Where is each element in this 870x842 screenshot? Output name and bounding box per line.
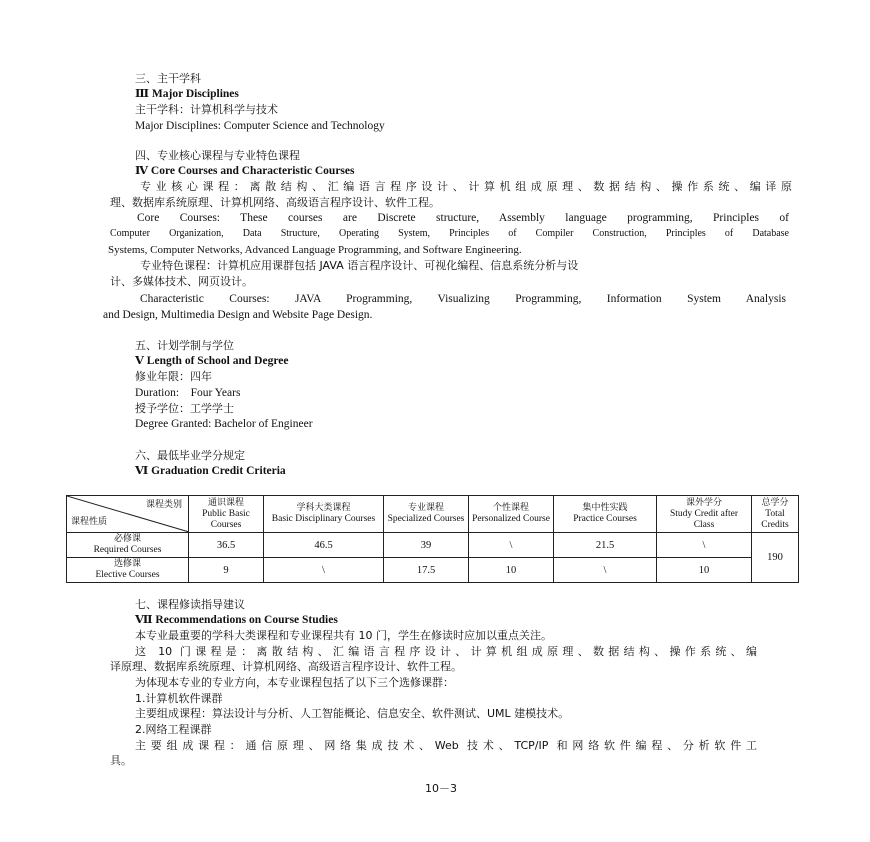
major-disciplines-zh: 主干学科：计算机科学与技术 xyxy=(135,103,278,116)
col-header-total: 总学分 Total Credits xyxy=(752,496,799,533)
course-group-2-body-line-2: 具。 xyxy=(110,754,132,767)
table-cell: 9 xyxy=(189,558,264,583)
table-row-elective xyxy=(67,558,799,583)
col-header-basic-disciplinary: 学科大类课程 Basic Disciplinary Courses xyxy=(264,496,384,533)
core-courses-en-line-1: Core Courses: These courses are Discrete structure, Assembly language programming, Principles of xyxy=(137,212,789,224)
core-courses-en-line-3: Systems, Computer Networks, Advanced Language Programming, and Software Engineering. xyxy=(108,244,522,256)
course-group-1-title: 1.计算机软件课群 xyxy=(135,692,223,705)
section-7-heading-en: Ⅶ Recommendations on Course Studies xyxy=(135,614,338,626)
recommendation-paragraph-1: 本专业最重要的学科大类课程和专业课程共有 10 门，学生在修读时应加以重点关注。 xyxy=(135,629,552,642)
course-group-1-body: 主要组成课程：算法设计与分析、人工智能概论、信息安全、软件测试、UML 建模技术。 xyxy=(135,707,570,720)
section-4-heading-zh: 四、专业核心课程与专业特色课程 xyxy=(135,149,300,162)
table-cell: \ xyxy=(657,533,752,558)
recommendation-paragraph-2-line-1: 这 10 门课程是：离散结构、汇编语言程序设计、计算机组成原理、数据结构、操作系统、编 xyxy=(135,645,757,658)
core-courses-en-line-2: Computer Organization, Data Structure, Operating System, Principles of Compiler Construction, Principles of Database xyxy=(110,228,789,239)
recommendation-paragraph-2-line-2: 译原理、数据库系统原理、计算机网络、高级语言程序设计、软件工程。 xyxy=(110,660,462,673)
table-cell: \ xyxy=(264,558,384,583)
total-credits-cell: 190 xyxy=(752,533,799,583)
col-header-study-credit: 课外学分 Study Credit after Class xyxy=(657,496,752,533)
section-6-heading-en: Ⅵ Graduation Credit Criteria xyxy=(135,465,286,477)
characteristic-courses-zh-line-1: 专业特色课程：计算机应用课群包括 JAVA 语言程序设计、可视化编程、信息系统分析与设 xyxy=(140,259,579,272)
corner-nature-label: 课程性质 xyxy=(71,517,108,527)
table-corner-cell xyxy=(67,496,189,533)
col-header-personalized: 个性课程 Personalized Course xyxy=(469,496,554,533)
section-6-heading-zh: 六、最低毕业学分规定 xyxy=(135,449,245,462)
characteristic-courses-en-line-1: Characteristic Courses: JAVA Programming, Visualizing Programming, Information System Analysis xyxy=(140,293,786,305)
core-courses-zh-line-2: 理、数据库系统原理、计算机网络、高级语言程序设计、软件工程。 xyxy=(110,196,440,209)
table-cell: 36.5 xyxy=(189,533,264,558)
corner-category-label: 课程类别 xyxy=(145,500,182,510)
course-group-2-body-line-1: 主要组成课程：通信原理、网络集成技术、Web 技术、TCP/IP 和网络软件编程、分析软件工 xyxy=(135,739,757,752)
section-3-heading-zh: 三、主干学科 xyxy=(135,72,201,85)
degree-en: Degree Granted: Bachelor of Engineer xyxy=(135,418,313,430)
table-cell: 10 xyxy=(469,558,554,583)
table-cell: \ xyxy=(469,533,554,558)
page-number: 10－3 xyxy=(425,782,457,795)
row-label-required: 必修课 Required Courses xyxy=(67,533,189,558)
section-4-heading-en: Ⅳ Core Courses and Characteristic Courses xyxy=(135,165,355,177)
section-7-heading-zh: 七、课程修读指导建议 xyxy=(135,598,245,611)
table-cell: 21.5 xyxy=(554,533,657,558)
section-5-heading-zh: 五、计划学制与学位 xyxy=(135,339,234,352)
table-row-required xyxy=(67,533,799,558)
table-cell: 46.5 xyxy=(264,533,384,558)
core-courses-zh-line-1: 专业核心课程：离散结构、汇编语言程序设计、计算机组成原理、数据结构、操作系统、编译原 xyxy=(140,180,792,193)
duration-zh: 修业年限：四年 xyxy=(135,370,212,383)
table-cell: 10 xyxy=(657,558,752,583)
characteristic-courses-zh-line-2: 计、多媒体技术、网页设计。 xyxy=(110,275,253,288)
course-group-2-title: 2.网络工程课群 xyxy=(135,723,212,736)
section-3-heading-en: Ⅲ Major Disciplines xyxy=(135,88,239,100)
section-5-heading-en: Ⅴ Length of School and Degree xyxy=(135,355,289,367)
major-disciplines-en: Major Disciplines: Computer Science and Technology xyxy=(135,120,385,132)
table-cell: 17.5 xyxy=(384,558,469,583)
table-cell: \ xyxy=(554,558,657,583)
graduation-credits-table xyxy=(66,495,799,583)
degree-zh: 授予学位：工学学士 xyxy=(135,402,234,415)
col-header-specialized: 专业课程 Specialized Courses xyxy=(384,496,469,533)
table-cell: 39 xyxy=(384,533,469,558)
col-header-practice: 集中性实践 Practice Courses xyxy=(554,496,657,533)
row-label-elective: 选修课 Elective Courses xyxy=(67,558,189,583)
recommendation-paragraph-3: 为体现本专业的专业方向，本专业课程包括了以下三个选修课群： xyxy=(135,676,454,689)
characteristic-courses-en-line-2: and Design, Multimedia Design and Website Page Design. xyxy=(103,309,373,321)
duration-en: Duration: Four Years xyxy=(135,387,241,399)
col-header-public-basic: 通识课程 Public Basic Courses xyxy=(189,496,264,533)
